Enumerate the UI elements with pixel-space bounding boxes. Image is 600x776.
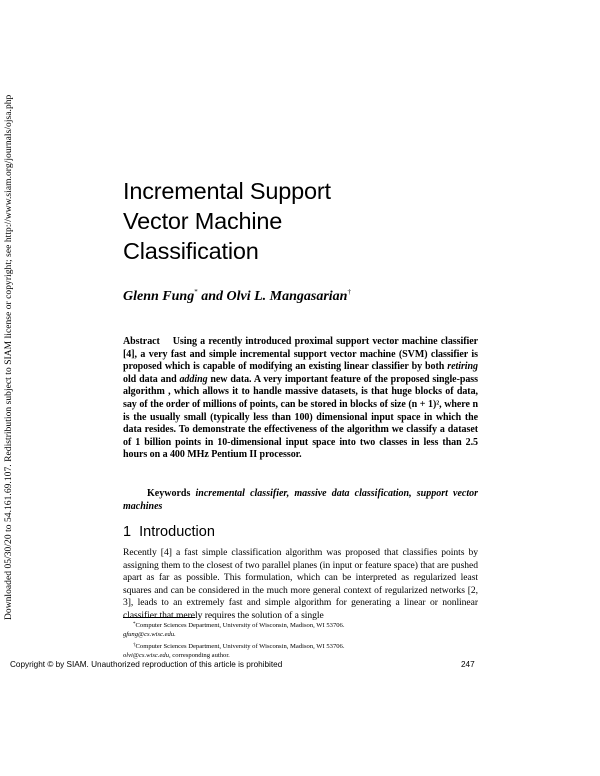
footnote-fung-affiliation: Computer Sciences Department, University of Wisconsin, Madison, WI 53706.	[135, 622, 345, 629]
author-mangasarian: Olvi L. Mangasarian	[226, 289, 348, 304]
title-line-3: Classification	[123, 238, 259, 264]
page-number: 247	[461, 660, 475, 669]
keywords-label: Keywords	[147, 488, 191, 499]
footnote-fung-mark: *	[133, 622, 136, 627]
download-notice-text: Downloaded 05/30/20 to 54.161.69.107. Redistribution subject to SIAM license or copyright; see http://www.siam.org/journals/ojsa.php	[4, 94, 14, 620]
abstract-text-3: new data. A very important feature of the proposed single-pass algorithm , which allows it to handle massive datasets, is that huge blocks of data, say of the order of millions of points, can be stored in blocks of size (n + 1)², where n is the usually small (typically less than 100) dimensional input space in which the data resides. To demonstrate the effectiveness of the algorithm we classify a dataset of 1 billion points in 10-dimensional input space into two classes in less than 2.5 hours on a 400 MHz Pentium II processor.	[123, 373, 478, 461]
section-title: Introduction	[139, 524, 215, 540]
abstract-emphasis-adding: adding	[179, 373, 208, 385]
section-number: 1	[123, 524, 132, 540]
copyright-notice: Copyright © by SIAM. Unauthorized reproduction of this article is prohibited	[10, 660, 283, 669]
author-fung: Glenn Fung	[123, 289, 195, 304]
author-mangasarian-footnote-mark: †	[347, 288, 351, 296]
author-fung-footnote-mark: *	[194, 288, 198, 296]
introduction-paragraph: Recently [4] a fast simple classification algorithm was proposed that classifies points by assigning them to the closest of two parallel planes (in input or feature space) that are pushed apart as far as possible. This formulation, which can be interpreted as regularized least squares and can be considered in the much more general context of regularized networks [2, 3], leads to an extremely fast and simple algorithm for generating a linear or nonlinear classifier that merely requires the solution of a single	[123, 547, 478, 621]
author-conjunction: and	[197, 289, 227, 304]
download-notice	[4, 80, 18, 620]
footnote-fung-email: gfung@cs.wisc.edu.	[123, 630, 176, 638]
footnote-mangasarian-email: olvi@cs.wisc.edu	[123, 651, 169, 659]
footnote-mangasarian-mark: †	[133, 643, 136, 648]
abstract-text-2: old data and	[123, 373, 180, 385]
abstract-emphasis-retiring: retiring	[447, 361, 478, 373]
footnote-fung	[123, 621, 478, 640]
title-line-2: Vector Machine	[123, 208, 283, 234]
footnote-rule	[123, 617, 195, 618]
abstract-text-1: Using a recently introduced proximal support vector machine classifier [4], a very fast and simple incremental support vector machine (SVM) classifier is proposed which is capable of modifying an existing linear classifier by both	[123, 336, 478, 373]
keywords-terms: incremental classifier, massive data classification, support vector machines	[123, 488, 479, 512]
paper-title	[123, 176, 483, 266]
section-heading-introduction	[123, 524, 215, 540]
keywords	[123, 488, 478, 513]
title-line-1: Incremental Support	[123, 178, 331, 204]
abstract	[123, 336, 478, 462]
footnote-mangasarian-note: , corresponding author.	[169, 651, 230, 659]
abstract-label: Abstract	[123, 336, 160, 347]
author-list	[123, 288, 351, 305]
footnote-mangasarian	[123, 642, 478, 661]
footnote-mangasarian-affiliation: Computer Sciences Department, University of Wisconsin, Madison, WI 53706.	[135, 643, 345, 650]
